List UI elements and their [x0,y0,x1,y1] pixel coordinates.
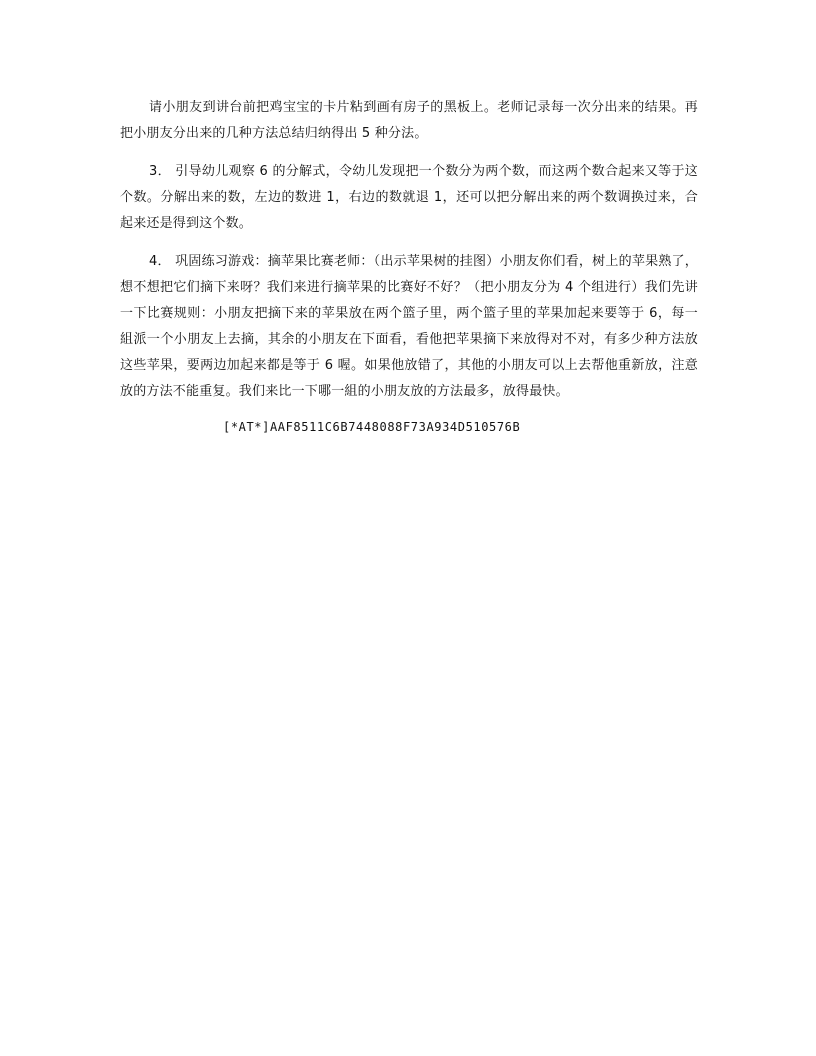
paragraph-2: 3． 引导幼儿观察 6 的分解式，令幼儿发现把一个数分为两个数，而这两个数合起来又等于这个数。分解出来的数，左边的数进 1，右边的数就退 1，还可以把分解出来的两个数调换过来，合起来还是得到这个数。 [120,164,698,231]
paragraph-3: 4． 巩固练习游戏：摘苹果比赛老师：（出示苹果树的挂图）小朋友你们看，树上的苹果熟了，想不想把它们摘下来呀？我们来进行摘苹果的比赛好不好？（把小朋友分为 4 个组进行）我们先讲一下比赛规则：小朋友把摘下来的苹果放在两个篮子里，两个篮子里的苹果加起来要等于 6，每一組派一个小朋友上去摘，其余的小朋友在下面看，看他把苹果摘下来放得对不对，有多少种方法放这些苹果，要两边加起来都是等于 6 喔。如果他放错了，其他的小朋友可以上去帮他重新放，注意放的方法不能重复。我们来比一下哪一組的小朋友放的方法最多，放得最快。 [120,254,698,399]
document-id-code: [*AT*]AAF8511C6B7448088F73A934D510576B [223,420,521,434]
paragraph-1: 请小朋友到讲台前把鸡宝宝的卡片粘到画有房子的黑板上。老师记录每一次分出来的结果。再把小朋友分出来的几种方法总结归纳得出 5 种分法。 [120,100,698,141]
